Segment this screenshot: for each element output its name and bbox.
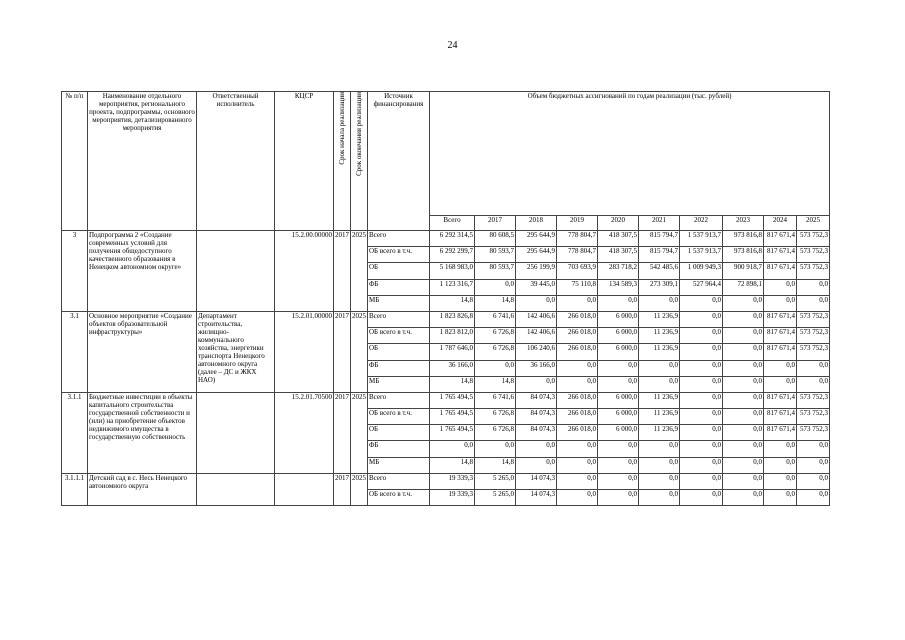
row-value: 817 671,4 (764, 263, 797, 279)
row-value: 0,0 (764, 473, 797, 489)
table-row (62, 231, 830, 247)
row-value: 527 964,4 (680, 279, 723, 295)
row-value: 0,0 (764, 441, 797, 457)
row-value: 1 765 494,5 (430, 392, 475, 408)
row-source: Всего (368, 311, 430, 327)
header-num: № п/п (62, 92, 88, 231)
row-value: 0,0 (475, 279, 516, 295)
row-value: 5 168 983,0 (430, 263, 475, 279)
row-value: 11 236,9 (639, 392, 680, 408)
row-value: 0,0 (557, 490, 598, 506)
row-value: 573 752,3 (797, 409, 830, 425)
row-value: 39 445,0 (516, 279, 557, 295)
table-row (62, 311, 830, 327)
row-source: ФБ (368, 279, 430, 295)
row-source: Всего (368, 392, 430, 408)
row-executor (197, 392, 275, 473)
row-value: 573 752,3 (797, 392, 830, 408)
row-value: 0,0 (723, 295, 764, 311)
row-value: 273 309,1 (639, 279, 680, 295)
row-value: 6 292 314,5 (430, 231, 475, 247)
row-value: 0,0 (764, 295, 797, 311)
row-value: 6 000,0 (598, 344, 639, 360)
header-year: 2023 (723, 216, 764, 231)
row-value: 0,0 (557, 295, 598, 311)
row-value: 11 236,9 (639, 409, 680, 425)
row-value: 573 752,3 (797, 263, 830, 279)
row-value: 418 307,5 (598, 231, 639, 247)
row-value: 295 644,9 (516, 231, 557, 247)
row-value: 0,0 (516, 295, 557, 311)
row-value: 0,0 (680, 409, 723, 425)
row-start: 2017 (334, 231, 351, 312)
row-value: 266 018,0 (557, 344, 598, 360)
row-value: 0,0 (598, 295, 639, 311)
row-name: Основное мероприятие «Создание объектов образовательной инфраструктуры» (88, 311, 197, 392)
row-value: 0,0 (680, 490, 723, 506)
row-value: 0,0 (475, 360, 516, 376)
row-value: 0,0 (764, 376, 797, 392)
row-value: 134 589,3 (598, 279, 639, 295)
row-value: 0,0 (557, 473, 598, 489)
row-value: 817 671,4 (764, 311, 797, 327)
row-source: ФБ (368, 360, 430, 376)
row-value: 0,0 (680, 311, 723, 327)
row-value: 815 794,7 (639, 231, 680, 247)
header-year: 2024 (764, 216, 797, 231)
row-value: 0,0 (723, 392, 764, 408)
row-value: 0,0 (639, 490, 680, 506)
row-value: 36 166,0 (430, 360, 475, 376)
row-value: 266 018,0 (557, 425, 598, 441)
row-value: 0,0 (723, 360, 764, 376)
header-year: 2022 (680, 216, 723, 231)
row-value: 0,0 (598, 441, 639, 457)
row-value: 973 816,8 (723, 231, 764, 247)
row-value: 0,0 (598, 457, 639, 473)
row-value: 6 741,6 (475, 311, 516, 327)
row-value: 283 718,2 (598, 263, 639, 279)
row-value: 295 644,9 (516, 247, 557, 263)
row-source: ОБ всего в т.ч. (368, 247, 430, 263)
row-value: 266 018,0 (557, 328, 598, 344)
row-value: 1 765 494,5 (430, 425, 475, 441)
row-start: 2017 (334, 392, 351, 473)
header-volume: Объем бюджетных ассигнований по годам реализации (тыс. рублей) (430, 92, 830, 216)
row-value: 6 741,6 (475, 392, 516, 408)
row-value: 1 823 812,0 (430, 328, 475, 344)
row-value: 418 307,5 (598, 247, 639, 263)
row-value: 1 537 913,7 (680, 231, 723, 247)
row-value: 5 265,0 (475, 473, 516, 489)
row-value: 0,0 (723, 311, 764, 327)
row-value: 14,8 (475, 376, 516, 392)
row-value: 0,0 (516, 441, 557, 457)
row-value: 142 406,6 (516, 311, 557, 327)
row-value: 0,0 (680, 344, 723, 360)
row-value: 11 236,9 (639, 425, 680, 441)
row-value: 0,0 (723, 425, 764, 441)
row-value: 14,8 (430, 295, 475, 311)
row-value: 0,0 (680, 295, 723, 311)
row-kcsr (275, 473, 334, 505)
row-value: 0,0 (639, 295, 680, 311)
row-value: 84 074,3 (516, 409, 557, 425)
row-value: 19 339,3 (430, 490, 475, 506)
row-value: 0,0 (764, 457, 797, 473)
row-value: 11 236,9 (639, 328, 680, 344)
page-number: 24 (447, 40, 458, 51)
row-value: 0,0 (797, 441, 830, 457)
row-value: 0,0 (598, 490, 639, 506)
row-value: 0,0 (797, 295, 830, 311)
row-source: Всего (368, 473, 430, 489)
row-value: 0,0 (680, 328, 723, 344)
row-value: 11 236,9 (639, 311, 680, 327)
row-value: 0,0 (797, 457, 830, 473)
row-value: 1 823 826,8 (430, 311, 475, 327)
row-source: ОБ всего в т.ч. (368, 328, 430, 344)
row-value: 106 240,6 (516, 344, 557, 360)
row-source: МБ (368, 295, 430, 311)
table-row (62, 392, 830, 408)
row-value: 36 166,0 (516, 360, 557, 376)
row-start: 2017 (334, 473, 351, 505)
row-value: 14 074,3 (516, 473, 557, 489)
row-value: 0,0 (639, 473, 680, 489)
row-executor (197, 231, 275, 312)
row-value: 266 018,0 (557, 409, 598, 425)
row-value: 0,0 (764, 279, 797, 295)
row-value: 0,0 (557, 360, 598, 376)
row-source: ОБ (368, 263, 430, 279)
row-value: 0,0 (430, 441, 475, 457)
row-source: Всего (368, 231, 430, 247)
row-value: 1 787 646,0 (430, 344, 475, 360)
row-value: 6 726,8 (475, 409, 516, 425)
row-value: 0,0 (557, 376, 598, 392)
row-value: 778 804,7 (557, 231, 598, 247)
row-value: 6 726,8 (475, 425, 516, 441)
row-value: 1 537 913,7 (680, 247, 723, 263)
row-value: 14,8 (475, 295, 516, 311)
row-value: 0,0 (598, 376, 639, 392)
row-value: 80 593,7 (475, 263, 516, 279)
header-year: 2020 (598, 216, 639, 231)
row-value: 817 671,4 (764, 344, 797, 360)
row-value: 0,0 (797, 376, 830, 392)
header-year: Всего (430, 216, 475, 231)
table-row (62, 473, 830, 489)
row-value: 0,0 (516, 376, 557, 392)
row-executor (197, 473, 275, 505)
header-start: Срок начала реализации (338, 92, 346, 165)
header-year: 2021 (639, 216, 680, 231)
header-year: 2025 (797, 216, 830, 231)
row-num: 3 (62, 231, 88, 312)
row-value: 80 608,5 (475, 231, 516, 247)
row-value: 0,0 (723, 441, 764, 457)
budget-table (61, 91, 830, 506)
row-value: 0,0 (797, 360, 830, 376)
row-value: 573 752,3 (797, 328, 830, 344)
header-source: Источник финансирования (368, 92, 430, 231)
row-value: 0,0 (639, 441, 680, 457)
row-value: 573 752,3 (797, 231, 830, 247)
row-value: 0,0 (723, 473, 764, 489)
row-value: 0,0 (557, 441, 598, 457)
row-kcsr: 15.2.01.70500 (275, 392, 334, 473)
row-value: 1 123 316,7 (430, 279, 475, 295)
row-value: 0,0 (723, 376, 764, 392)
row-value: 6 000,0 (598, 425, 639, 441)
row-start: 2017 (334, 311, 351, 392)
row-value: 6 000,0 (598, 328, 639, 344)
row-value: 142 406,6 (516, 328, 557, 344)
row-value: 14,8 (430, 376, 475, 392)
row-value: 0,0 (723, 328, 764, 344)
row-value: 0,0 (639, 457, 680, 473)
row-value: 0,0 (723, 344, 764, 360)
row-end: 2025 (351, 231, 368, 312)
row-value: 817 671,4 (764, 392, 797, 408)
row-kcsr: 15.2.01.00000 (275, 311, 334, 392)
row-value: 973 816,8 (723, 247, 764, 263)
row-value: 817 671,4 (764, 247, 797, 263)
header-year: 2017 (475, 216, 516, 231)
row-value: 0,0 (680, 457, 723, 473)
row-num: 3.1 (62, 311, 88, 392)
row-value: 6 292 299,7 (430, 247, 475, 263)
row-value: 11 236,9 (639, 344, 680, 360)
row-kcsr: 15.2.00.00000 (275, 231, 334, 312)
row-value: 266 018,0 (557, 311, 598, 327)
row-value: 0,0 (680, 360, 723, 376)
header-year: 2019 (557, 216, 598, 231)
header-year: 2018 (516, 216, 557, 231)
row-value: 0,0 (723, 457, 764, 473)
row-value: 0,0 (639, 360, 680, 376)
row-num: 3.1.1 (62, 392, 88, 473)
row-value: 6 000,0 (598, 409, 639, 425)
row-value: 573 752,3 (797, 344, 830, 360)
row-value: 6 000,0 (598, 311, 639, 327)
row-value: 0,0 (723, 490, 764, 506)
row-name: Подпрограмма 2 «Создание современных условий для получения общедоступного качественного образования в Ненецком автономном округе» (88, 231, 197, 312)
row-value: 6 000,0 (598, 392, 639, 408)
row-value: 6 726,8 (475, 328, 516, 344)
row-value: 84 074,3 (516, 392, 557, 408)
row-value: 0,0 (557, 457, 598, 473)
row-value: 815 794,7 (639, 247, 680, 263)
row-value: 542 485,6 (639, 263, 680, 279)
row-value: 703 693,9 (557, 263, 598, 279)
row-value: 817 671,4 (764, 231, 797, 247)
row-value: 0,0 (680, 441, 723, 457)
row-value: 0,0 (516, 457, 557, 473)
row-value: 573 752,3 (797, 311, 830, 327)
row-value: 14,8 (430, 457, 475, 473)
row-end: 2025 (351, 473, 368, 505)
row-value: 266 018,0 (557, 392, 598, 408)
row-source: ОБ (368, 425, 430, 441)
row-name: Бюджетные инвестиции в объекты капитального строительства государственной собственности и (или) на приобретение объектов недвижимого имущества в государственную собственность (88, 392, 197, 473)
row-value: 573 752,3 (797, 247, 830, 263)
row-source: ОБ (368, 344, 430, 360)
row-value: 0,0 (680, 376, 723, 392)
row-value: 0,0 (680, 473, 723, 489)
row-value: 0,0 (764, 490, 797, 506)
row-value: 0,0 (680, 425, 723, 441)
row-source: МБ (368, 376, 430, 392)
row-value: 0,0 (723, 409, 764, 425)
row-value: 0,0 (598, 360, 639, 376)
row-source: ОБ всего в т.ч. (368, 409, 430, 425)
row-source: ОБ всего в т.ч. (368, 490, 430, 506)
row-value: 573 752,3 (797, 425, 830, 441)
row-value: 5 265,0 (475, 490, 516, 506)
row-value: 0,0 (764, 360, 797, 376)
row-value: 0,0 (639, 376, 680, 392)
row-value: 0,0 (598, 473, 639, 489)
row-value: 80 593,7 (475, 247, 516, 263)
row-value: 0,0 (797, 279, 830, 295)
row-value: 6 726,8 (475, 344, 516, 360)
row-value: 817 671,4 (764, 328, 797, 344)
row-value: 778 804,7 (557, 247, 598, 263)
header-name: Наименование отдельного мероприятия, регионального проекта, подпрограммы, основного мероприятия, детализированного мероприятия (88, 92, 197, 231)
row-value: 817 671,4 (764, 409, 797, 425)
row-value: 1 009 949,3 (680, 263, 723, 279)
row-value: 84 074,3 (516, 425, 557, 441)
row-end: 2025 (351, 311, 368, 392)
row-value: 72 898,1 (723, 279, 764, 295)
row-value: 0,0 (475, 441, 516, 457)
row-executor: Департамент строительства, жилищно-коммунального хозяйства, энергетики транспорта Ненецкого автономного округа (далее – ДС и ЖКХ НАО) (197, 311, 275, 392)
row-source: МБ (368, 457, 430, 473)
row-value: 256 199,9 (516, 263, 557, 279)
row-value: 0,0 (797, 490, 830, 506)
row-value: 817 671,4 (764, 425, 797, 441)
row-value: 19 339,3 (430, 473, 475, 489)
header-kcsr: КЦСР (275, 92, 334, 231)
row-value: 14,8 (475, 457, 516, 473)
row-end: 2025 (351, 392, 368, 473)
row-value: 1 765 494,5 (430, 409, 475, 425)
row-value: 14 074,3 (516, 490, 557, 506)
row-value: 0,0 (797, 473, 830, 489)
row-value: 900 918,7 (723, 263, 764, 279)
header-end: Срок окончания реализации (355, 92, 363, 176)
row-source: ФБ (368, 441, 430, 457)
row-value: 75 110,8 (557, 279, 598, 295)
row-name: Детский сад в с. Несь Ненецкого автономного округа (88, 473, 197, 505)
header-executor: Ответственный исполнитель (197, 92, 275, 231)
row-value: 0,0 (680, 392, 723, 408)
row-num: 3.1.1.1 (62, 473, 88, 505)
